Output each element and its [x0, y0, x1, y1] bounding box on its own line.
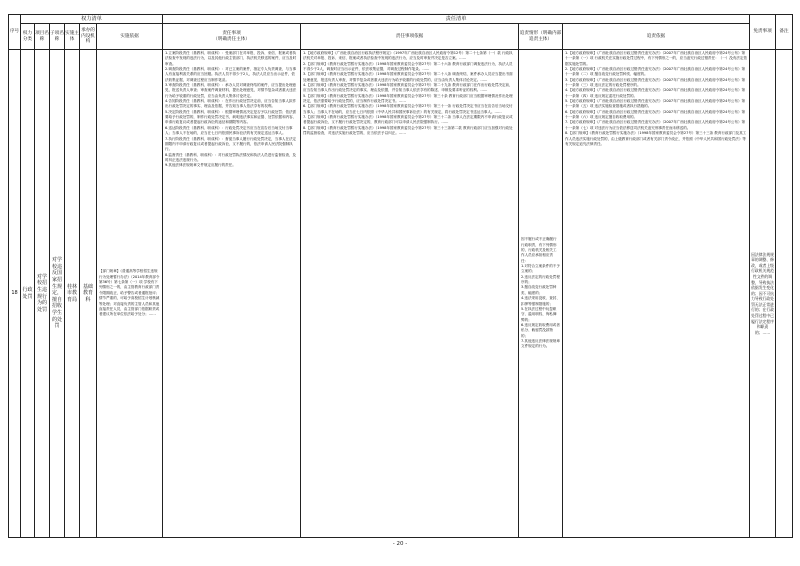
row-category: 行政处罚	[21, 50, 35, 538]
row-item-name: 对学校招生违规行为的处罚	[35, 50, 50, 538]
row-accountability: 因不履行或不正确履行行政职责，有下列情形的，行政机关及相关工作人员应承担相应责任： 1.对符合立案条件的不予立案的； 2.违反法定的行政处罚程序的； 3.擅自改变行政处罚种类、幅度的； 4.违法采用没收、查封、扣押等强制措施的； 5.在执法过程中玩忽职守、滥用职权、徇私舞弊的； 6.违反规定收取费用或者私分、截留罚没款物的； 7.其他违反法律法规规章文件规定的行为。	[519, 50, 563, 538]
header-power-list: 权力清单	[21, 15, 163, 24]
power-responsibility-table	[8, 14, 793, 538]
page-number: - 20 -	[392, 541, 408, 547]
row-duty-basis: 1.【地方政府规章】《广西壮族自治区行政执法程序规定》（1997年广西壮族自治区人民政府令第12号）第二十七条第（一）款 行政执法机关对举报、投诉、来信、报案或者执法检查中发现的违法行为，应当及时审查并决定是否立案。…… 2.【部门规章】《教育行政处罚暂行实施办法》（1998年国家教育委员会令第27号）第二十六条 教育行政部门调查违法行为，执法人员不得少于2人，调查时应当出示证件，依法收集证据，对调查过程制作笔录。…… 3.【部门规章】《教育行政处罚暂行实施办法》（1998年国家教育委员会令第27号）第二十八条 调查终结，案件承办人员应当提出书面处理意见，报送负责人审查，对情节复杂或者重大违法行为给予较重的行政处罚的，应当由负责人集体讨论决定。…… 4.【部门规章】《教育行政处罚暂行实施办法》（1998年国家教育委员会令第27号）第二十九条 教育行政部门在作出行政处罚决定前，应当告知当事人作出行政处罚决定的事实、理由及依据，并告知当事人依法享有的陈述、申辩及要求听证的权利。…… 5.【部门规章】《教育行政处罚暂行实施办法》（1998年国家教育委员会令第27号）第三十条 教育行政部门应当根据审理情况作出处理决定，依法需要给予行政处罚的，应当制作行政处罚决定书。…… 6.【部门规章】《教育行政处罚暂行实施办法》（1998年国家教育委员会令第27号）第三十一条 行政处罚决定书应当在宣告后当场交付当事人；当事人不在场的，应当在七日内依照《中华人民共和国民事诉讼法》的有关规定，将行政处罚决定书送达当事人。…… 7.【部门规章】《教育行政处罚暂行实施办法》（1998年国家教育委员会令第27号）第三十二条 当事人在法定期限内不申请行政复议或者提起行政诉讼，又不履行行政处罚决定的，教育行政部门可以申请人民法院强制执行。…… 8.【部门规章】《教育行政处罚暂行实施办法》（1998年国家教育委员会令第27号）第三十三条第二款 教育行政部门应当加强对行政处罚的监督检查，对违法实施行政处罚的，应当依法予以纠正。……	[301, 50, 519, 538]
row-exemption: 因法律法规规章的调整、修改，或者上级行政机关规范性文件的调整，导致执法依据发生变化的；因不可抗力导致行政处罚无法正常进行的；在行政处罚过程中已履行法定程序和职责的；……	[750, 50, 776, 538]
row-sub-item-name: 对学校违反国家招生规定，擅自招收学生的处罚	[50, 50, 65, 538]
row-accountability-basis: 1.【地方政府规章】《广西壮族自治区行政过错责任追究办法》（2007年广西壮族自治区人民政府令第24号公布）第十一条第（一）项 行政机关在实施行政处罚过程中，有下列情形之一的，应当追究行政过错责任：（一）没有法定依据实施处罚的。 2.【地方政府规章】《广西壮族自治区行政过错责任追究办法》（2007年广西壮族自治区人民政府令第24号公布）第十一条第（二）项 擅自改变行政处罚种类、幅度的。 3.【地方政府规章】《广西壮族自治区行政过错责任追究办法》（2007年广西壮族自治区人民政府令第24号公布）第十一条第（三）项 违反法定的行政处罚程序的。 4.【地方政府规章】《广西壮族自治区行政过错责任追究办法》（2007年广西壮族自治区人民政府令第24号公布）第十一条第（四）项 违反规定委托行政处罚的。 5.【地方政府规章】《广西壮族自治区行政过错责任追究办法》（2007年广西壮族自治区人民政府令第24号公布）第十一条第（五）项 违法实施检查措施或者执行措施的。 6.【地方政府规章】《广西壮族自治区行政过错责任追究办法》（2007年广西壮族自治区人民政府令第24号公布）第十一条第（六）项 违反规定擅自收取费用的。 7.【地方政府规章】《广西壮族自治区行政过错责任追究办法》（2007年广西壮族自治区人民政府令第24号公布）第十一条第（七）项 对违法行为应当依法移送司法机关追究刑事责任而未移送的。 8.【部门规章】《教育行政处罚暂行实施办法》（1998年国家教育委员会令第27号）第三十三条 教育行政部门及其工作人员违法实施行政处罚的，由上级教育行政部门或者有关部门责令改正，并依照《中华人民共和国行政处罚法》等有关规定追究法律责任。	[563, 50, 750, 538]
table-row	[9, 50, 793, 538]
row-duties: 1.立案阶段责任（基教科、职成科）：受案部门在对举报、投诉、来信、报案或者执法检查中发现的违法行为，以及其他行政主管部门、执法机关移送的案件，应当及时审查。 2.调查阶段责任（基教科、职成科）：对已立案的案件，指定专人负责调查，与当事人有直接利害关系的应当回避。执法人员不得少于2人，执法人员应当出示证件，依法收集证据，对调查过程应当制作笔录。 3.审查阶段责任（基教科、职成科）：承办人员对调查终结的案件，应当提出处理意见，报送负责人审查；审查案件调查材料，提出处理意见，对情节复杂或者重大违法行为给予较重的行政处罚，应当由负责人集体讨论决定。 4.告知阶段责任（基教科、职成科）：在作出行政处罚决定前，应当告知当事人拟作出行政处罚决定的事实、理由及依据，并告知当事人依法享有的权利。 5.决定阶段责任（基教科、职成科）：根据审理情况决定是否予以行政处罚；依法需要给予行政处罚的，制作行政处罚决定书，载明违法事实和证据、处罚依据和内容、申请行政复议或者提起行政诉讼的途径和期限等内容。 6.送达阶段责任（基教科、职成科）：行政处罚决定书应当在宣告后当场交付当事人；当事人不在场的，应当在七日内依照民事诉讼法的有关规定送达当事人。 7.执行阶段责任（基教科、职成科）：督促当事人履行行政处罚决定，当事人在法定期限内不申请行政复议或者提起行政诉讼，又不履行的，依法申请人民法院强制执行。 8.监督责任（基教科、职成科）：对行政处罚执法情况和执法人员进行监督检查，及时纠正违法违规行为。 9.其他法律法规规章文件规定应履行的责任。	[163, 50, 301, 538]
header-accountability-basis: 追责依据	[563, 24, 750, 50]
header-duties: 责任事项 （明确责任主体）	[163, 24, 301, 50]
row-seq: 18	[9, 50, 21, 538]
header-duty-basis: 责任事项依据	[301, 24, 519, 50]
header-internal-org: 承办的内设机构	[80, 24, 97, 50]
header-exemption: 免责事项	[750, 15, 776, 50]
row-basis: 【部门规章】《普通高等学校招生违规行为处理暂行办法》（2014年教育部令第36号）第七条第（一）项 学校有下列情形之一的，由主管教育行政部门责令限期改正，给予警告或者通报批评；情节严重的，可给予高校招生计划核减等处理；对直接负责的主管人员和其他直接责任人员，由主管部门依据职责或者建议所在单位依法给予处分；……	[97, 50, 163, 538]
header-category: 权力分类	[21, 24, 35, 50]
header-item-name: 项目名称	[35, 24, 50, 50]
header-subject: 实施主体	[65, 24, 80, 50]
row-subject: 桂林市教育局	[65, 50, 80, 538]
header-seq: 序号	[9, 15, 21, 50]
header-accountability: 追责情形（明确内部追责主体）	[519, 24, 563, 50]
header-remarks: 备注	[776, 15, 793, 50]
header-sub-item-name: 子项名称	[50, 24, 65, 50]
row-internal-org: 基础教育科	[80, 50, 97, 538]
row-remarks	[776, 50, 793, 538]
header-responsibility-list: 责任清单	[163, 15, 750, 24]
header-basis: 实施依据	[97, 24, 163, 50]
